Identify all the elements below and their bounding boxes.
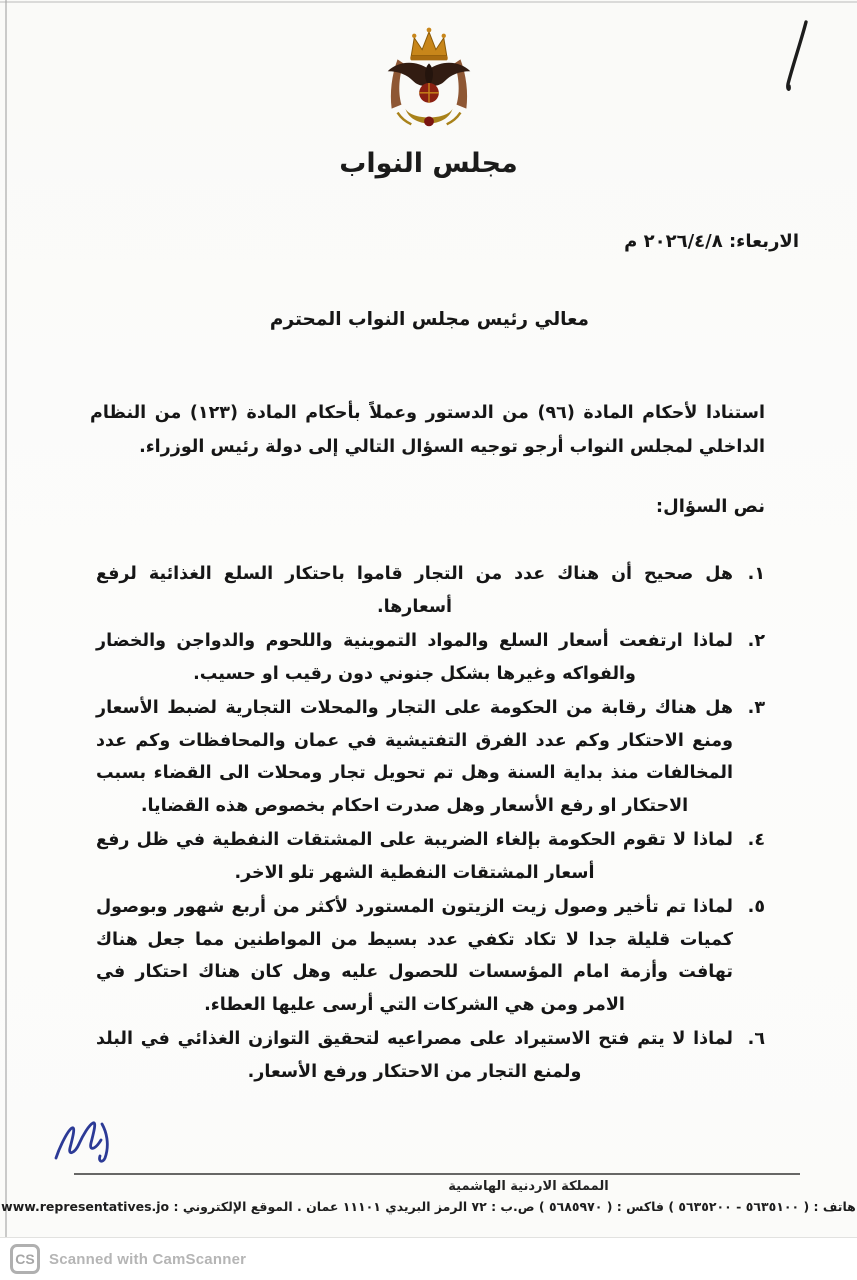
footer-divider (74, 1173, 800, 1175)
camscanner-watermark-bar (0, 1238, 857, 1280)
scan-edge-left (5, 0, 7, 1238)
question-text: هل صحيح أن هناك عدد من التجار قاموا باحتكار السلع الغذائية لرفع أسعارها. (96, 564, 733, 617)
signature-scribble-icon (50, 1116, 124, 1174)
intro-paragraph: استنادا لأحكام المادة (٩٦) من الدستور وعملاً بأحكام المادة (١٢٣) من النظام الداخلي لمجلس النواب أرجو توجيه السؤال التالي إلى دولة رئيس الوزراء. (90, 403, 765, 457)
kingdom-calligraphy: المملكة الاردنية الهاشمية (448, 1179, 609, 1194)
question-item (96, 625, 765, 690)
question-number: ٢. (747, 631, 765, 651)
camscanner-badge-icon: CS (10, 1244, 40, 1274)
question-text: لماذا لا يتم فتح الاستيراد على مصراعيه لتحقيق التوازن الغذائي في البلد ولمنع التجار من الاحتكار ورفع الأسعار. (96, 1029, 733, 1082)
question-number: ٥. (747, 897, 765, 917)
question-text: لماذا تم تأخير وصول زيت الزيتون المستورد لأكثر من أربع شهور وبوصول كميات قليلة جدا لا تكاد تكفي عدد بسيط من المواطنين مما جعل هناك تهافت وأزمة امام المؤسسات للحصول عليه وهل كان هناك احتكار في الامر ومن هي الشركات التي أرسى عليها العطاء. (96, 897, 733, 1015)
salutation: معالي رئيس مجلس النواب المحترم (269, 309, 589, 330)
scan-edge-top (0, 1, 857, 3)
question-number: ٦. (747, 1029, 765, 1049)
footer-contact-line: هاتف : ( ٥٦٣٥١٠٠ - ٥٦٣٥٢٠٠ ) فاكس : ( ٥٦٨٥٩٧٠ ) ص.ب : ٧٢ الرمز البريدي ١١١٠١ عمان . الموقع الإلكتروني : www.representatives.jo (1, 1199, 856, 1214)
question-number: ٤. (747, 830, 765, 850)
question-number: ٣. (747, 698, 765, 718)
question-text: لماذا لا تقوم الحكومة بإلغاء الضريبة على المشتقات النفطية في ظل رفع أسعار المشتقات النفطية الشهر تلو الاخر. (96, 830, 733, 883)
questions-list (96, 558, 765, 1090)
question-number: ١. (747, 564, 765, 584)
jordan-coat-of-arms-icon (367, 129, 491, 148)
question-text: هل هناك رقابة من الحكومة على التجار والمحلات التجارية لضبط الأسعار ومنع الاحتكار وكم عدد الفرق التفتيشية في عمان والمحافظات وكم عدد المخالفات منذ بداية السنة وهل تم تحويل تجار ومحلات الى القضاء بسبب الاحتكار او رفع الأسعار وهل صدرت احكام بخصوص هذه القضايا. (96, 698, 733, 816)
date-line: الاربعاء: ٢٠٢٦/٤/٨ م (624, 231, 799, 252)
camscanner-watermark-text: Scanned with CamScanner (49, 1250, 247, 1268)
letterhead (0, 26, 857, 179)
question-item (96, 1023, 765, 1088)
org-name-calligraphy: مجلس النواب (339, 148, 518, 179)
question-item (96, 891, 765, 1021)
question-item (96, 692, 765, 822)
question-item (96, 824, 765, 889)
question-item (96, 558, 765, 623)
question-text: لماذا ارتفعت أسعار السلع والمواد التموينية واللحوم والدواجن والخضار والفواكه وغيرها بشكل جنوني دون رقيب او حسيب. (96, 631, 733, 684)
question-label: نص السؤال: (655, 496, 765, 517)
